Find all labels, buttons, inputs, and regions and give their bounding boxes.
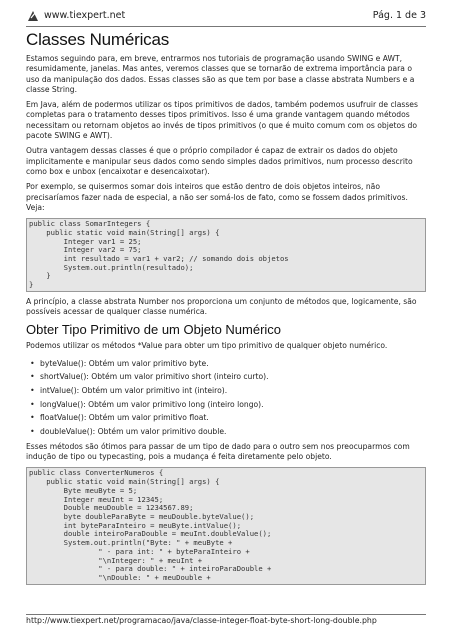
code-line: } — [29, 280, 34, 290]
code-line: Integer var2 = 75; — [29, 245, 142, 255]
list-item: • doubleValue(): Obtém um valor primitivo double. — [40, 425, 426, 439]
code-line: System.out.println(resultado); — [29, 262, 194, 272]
code-line: " - para int: " + byteParaInteiro + — [29, 546, 250, 556]
code-line: Byte meuByte = 5; — [29, 485, 138, 495]
code-line: Double meuDouble = 1234567.89; — [29, 503, 194, 513]
paragraph: A princípio, a classe abstrata Number nos proporciona um conjunto de métodos que, logicamente, são possíveis acessar de qualquer classe numérica. — [26, 296, 417, 317]
code-line: public static void main(String[] args) { — [29, 477, 220, 487]
code-line: int resultado = var1 + var2; // somando dois objetos — [29, 253, 289, 263]
code-line: byte doubleParaByte = meuDouble.byteValue(); — [29, 512, 255, 521]
list-item: • shortValue(): Obtém um valor primitivo short (inteiro curto). — [40, 370, 426, 384]
code-line: "\nDouble: " + meuDouble + — [29, 572, 211, 582]
code-block-somar-integers — [26, 218, 426, 292]
paragraph: Podemos utilizar os métodos *Value para obter um tipo primitivo de qualquer objeto numérico. — [26, 341, 388, 351]
code-line: public static void main(String[] args) { — [29, 227, 220, 237]
code-line: double inteiroParaDouble = meuInt.doubleValue(); — [29, 529, 272, 539]
page-header — [26, 8, 426, 27]
code-line: int byteParaInteiro = meuByte.intValue(); — [29, 520, 242, 530]
code-line: "\nInteger: " + meuInt + — [29, 555, 203, 565]
code-line: public class ConverterNumeros { — [29, 468, 164, 478]
code-line: " - para double: " + inteiroParaDouble + — [29, 564, 272, 574]
paragraph: Outra vantagem dessas classes é que o próprio compilador é capaz de extrair os dados do objeto implicitamente e manipular seus dados como sendo simples dados primitivos, num processo descrito como box e unbox (encaixotar e desencaixotar). — [26, 146, 413, 176]
list-item: • floatValue(): Obtém um valor primitivo float. — [40, 411, 426, 425]
code-line: } — [29, 271, 51, 281]
code-line: Integer meuInt = 12345; — [29, 494, 164, 504]
page-number: Pág. 1 de 3 — [372, 10, 426, 21]
paragraph: Em Java, além de podermos utilizar os tipos primitivos de dados, também podemos usufruir de classes completas para o tratamento desses tipos primitivos. Isso é uma grande vantagem quando métodos necessitam ou retornam objetos ao invés de tipos primitivos (o que é muito comum com os objetos do pacote SWING e AWT). — [26, 100, 418, 141]
page-title: Classes Numéricas — [26, 30, 170, 49]
page-footer-url[interactable]: http://www.tiexpert.net/programacao/java/classe-integer-float-byte-short-long-double.php — [26, 614, 426, 625]
code-block-converter-numeros — [26, 467, 426, 584]
code-line: System.out.println("Byte: " + meuByte + — [29, 538, 233, 548]
method-list — [26, 357, 426, 439]
paragraph: Por exemplo, se quisermos somar dois inteiros que estão dentro de dois objetos inteiros, não precisaríamos fazer nada de especial, a não ser somá-los de fato, como se fossem dados primitivos. Veja: — [26, 182, 408, 212]
list-item: • byteValue(): Obtém um valor primitivo byte. — [40, 357, 426, 371]
site-name: www.tiexpert.net — [44, 10, 126, 21]
article-body — [26, 30, 426, 590]
list-item: • intValue(): Obtém um valor primitivo int (inteiro). — [40, 384, 426, 398]
code-line: public class SomarIntegers { — [29, 219, 151, 229]
code-line: Integer var1 = 25; — [29, 236, 142, 246]
paragraph: Esses métodos são ótimos para passar de um tipo de dado para o outro sem nos preocuparmos com indução de tipo ou typecasting, pois a mudança é feita diretamente pelo objeto. — [26, 441, 410, 462]
list-item: • longValue(): Obtém um valor primitivo long (inteiro longo). — [40, 398, 426, 412]
paragraph: Estamos seguindo para, em breve, entrarmos nos tutoriais de programação usando SWING e AWT, resumidamente, janelas. Mas antes, veremos classes que se tornarão de extrema importância para o uso da manipulação dos dados. Essas classes são as que tem por base a classe abstrata Numbers e a classe String. — [26, 54, 415, 94]
site-logo-icon — [26, 9, 40, 23]
section-title: Obter Tipo Primitivo de um Objeto Numérico — [26, 322, 282, 338]
